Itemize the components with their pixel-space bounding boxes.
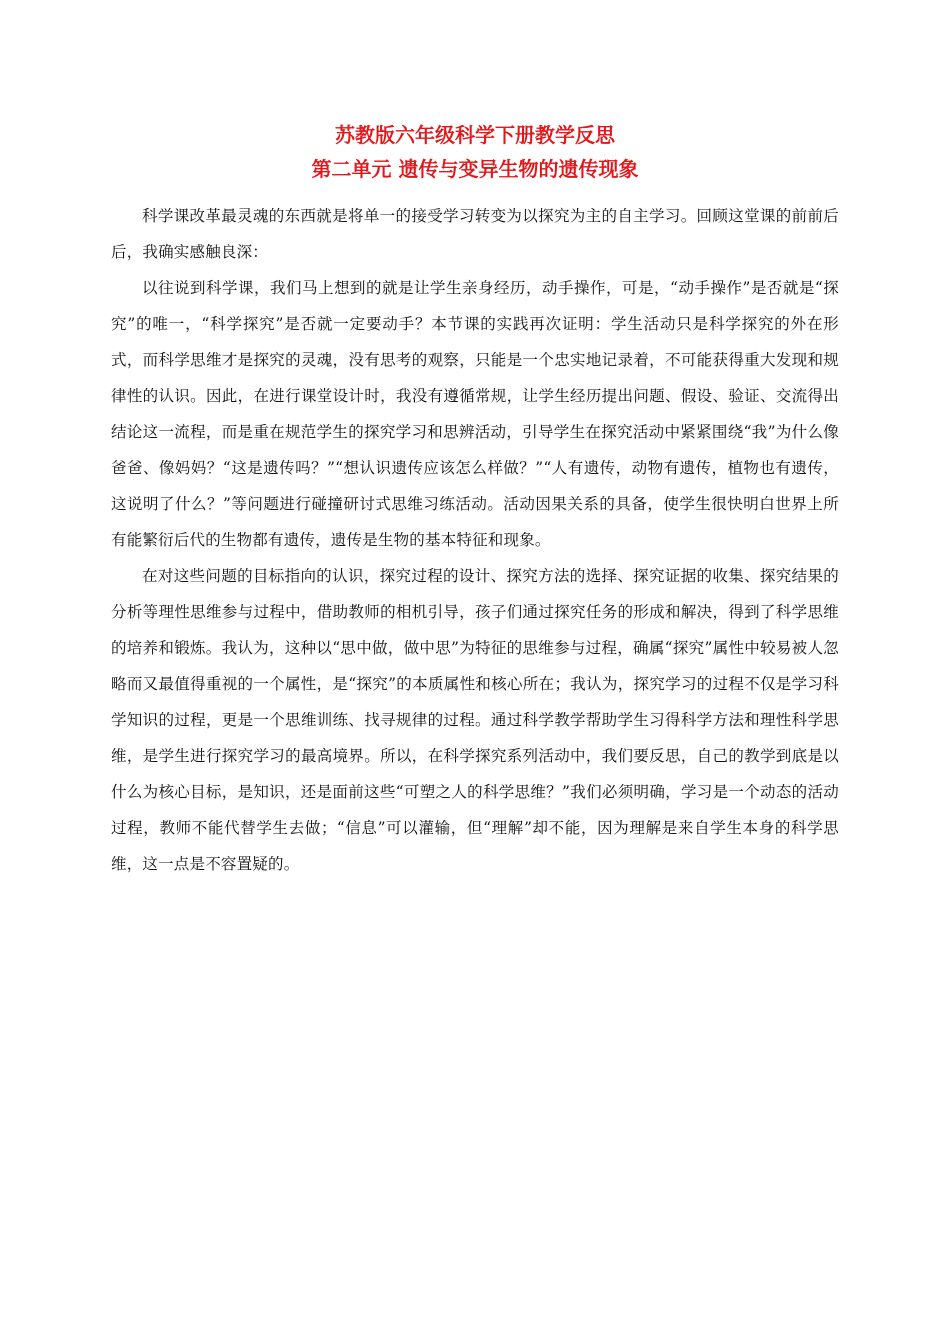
document-title: 苏教版六年级科学下册教学反思 xyxy=(335,123,615,147)
document-page xyxy=(111,118,839,882)
document-subtitle: 第二单元 遗传与变异生物的遗传现象 xyxy=(311,157,639,181)
paragraph-intro: 科学课改革最灵魂的东西就是将单一的接受学习转变为以探究为主的自主学习。回顾这堂课的前前后后，我确实感触良深： xyxy=(111,207,839,261)
paragraph-body-1: 以往说到科学课，我们马上想到的就是让学生亲身经历，动手操作，可是，“动手操作”是否就是“探究”的唯一，“科学探究”是否就一定要动手？本节课的实践再次证明：学生活动只是科学探究的外在形式，而科学思维才是探究的灵魂，没有思考的观察，只能是一个忠实地记录着，不可能获得重大发现和规律性的认识。因此，在进行课堂设计时，我没有遵循常规，让学生经历提出问题、假设、验证、交流得出结论这一流程，而是重在规范学生的探究学习和思辨活动，引导学生在探究活动中紧紧围绕“我”为什么像爸爸、像妈妈？“这是遗传吗？”“想认识遗传应该怎么样做？”“人有遗传，动物有遗传，植物也有遗传，这说明了什么？”等问题进行碰撞研讨式思维习练活动。活动因果关系的具备，使学生很快明白世界上所有能繁衍后代的生物都有遗传，遗传是生物的基本特征和现象。 xyxy=(111,279,839,549)
paragraph-body-2: 在对这些问题的目标指向的认识，探究过程的设计、探究方法的选择、探究证据的收集、探究结果的分析等理性思维参与过程中，借助教师的相机引导，孩子们通过探究任务的形成和解决，得到了科学思维的培养和锻炼。我认为，这种以“思中做，做中思”为特征的思维参与过程，确属“探究”属性中较易被人忽略而又最值得重视的一个属性，是“探究”的本质属性和核心所在；我认为，探究学习的过程不仅是学习科学知识的过程，更是一个思维训练、找寻规律的过程。通过科学教学帮助学生习得科学方法和理性科学思维，是学生进行探究学习的最高境界。所以，在科学探究系列活动中，我们要反思，自己的教学到底是以什么为核心目标，是知识，还是面前这些“可塑之人的科学思维？”我们必须明确，学习是一个动态的活动过程，教师不能代替学生去做；“信息”可以灌输，但“理解”却不能，因为理解是来自学生本身的科学思维，这一点是不容置疑的。 xyxy=(111,567,839,873)
